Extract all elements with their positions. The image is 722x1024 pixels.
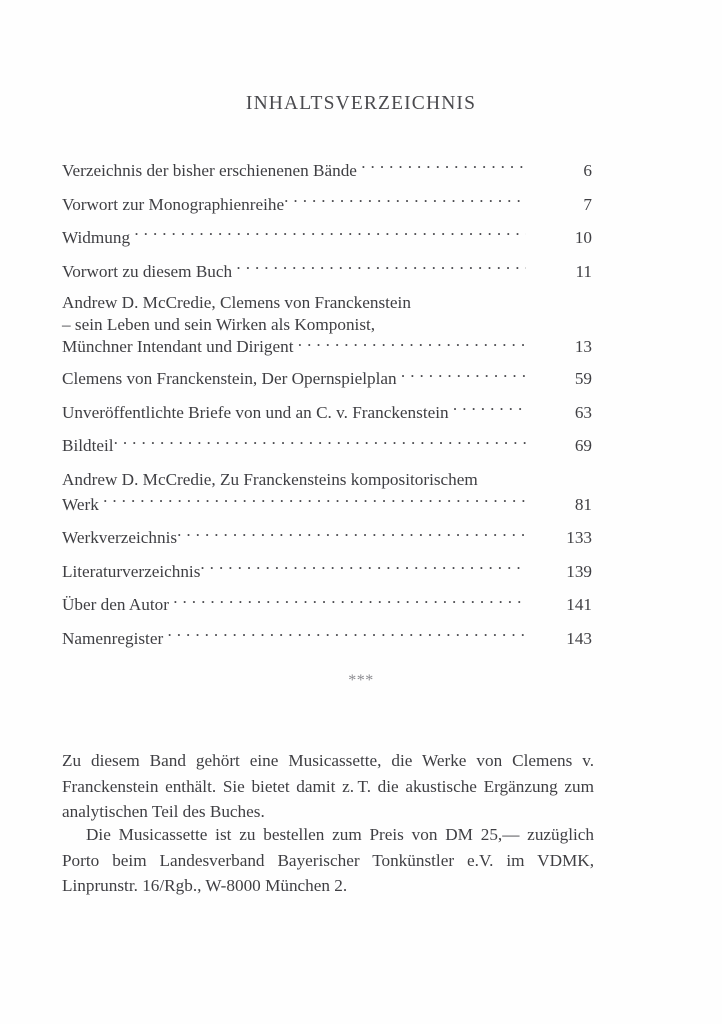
toc-entry-label: Andrew D. McCredie, Clemens von Franckenstein: [62, 293, 411, 312]
toc-entry-label: – sein Leben und sein Wirken als Komponist,: [62, 314, 376, 334]
toc-entry-last-line: [62, 592, 592, 617]
toc-entry-last-line: [62, 225, 592, 250]
toc-dot-leader: [453, 401, 526, 418]
toc-page-number: 63: [574, 402, 592, 422]
toc-entry[interactable]: [62, 400, 592, 425]
toc-entry[interactable]: [62, 626, 592, 651]
toc-entry-label: Vorwort zur Monographienreihe: [62, 194, 285, 214]
note-paragraph-2: [62, 822, 594, 899]
toc-page-number: 13: [574, 337, 592, 357]
toc-entry-label: Vorwort zu diesem Buch: [62, 261, 233, 281]
toc-dot-leader: [236, 259, 526, 276]
toc-page-number: 11: [575, 261, 592, 281]
toc-entry-label: Literaturverzeichnis: [62, 561, 201, 581]
toc-entry-last-line: [62, 433, 592, 458]
toc-entry-last-line: [62, 192, 592, 217]
toc-entry-label: Werk: [62, 494, 99, 514]
toc-entry[interactable]: [62, 259, 592, 284]
toc-entry-last-line: [62, 259, 592, 284]
toc-entry[interactable]: [62, 192, 592, 217]
toc-dot-leader: [298, 335, 526, 352]
table-of-contents: [62, 158, 592, 659]
toc-dot-leader: [103, 493, 526, 510]
toc-entry-label: Unveröffentlichte Briefe von und an C. v. Franckenstein: [62, 402, 449, 422]
toc-entry[interactable]: [62, 592, 592, 617]
toc-entry[interactable]: [62, 225, 592, 250]
note-paragraph-1: [62, 748, 594, 825]
toc-entry[interactable]: [62, 559, 592, 584]
toc-entry-last-line: [62, 492, 592, 517]
toc-page-number: 133: [566, 528, 592, 548]
toc-entry-label: Clemens von Franckenstein, Der Opernspielplan: [62, 369, 397, 389]
toc-entry-label: Bildteil: [62, 436, 114, 456]
toc-dot-leader: [200, 560, 526, 577]
toc-dot-leader: [284, 192, 526, 209]
toc-entry-label: Münchner Intendant und Dirigent: [62, 337, 294, 357]
toc-entry-last-line: [62, 626, 592, 651]
toc-dot-leader: [114, 434, 526, 451]
note-text-1: Zu diesem Band gehört eine Musicassette, die Werke von Clemens v. Franckenstein enthält. Sie bietet damit z. T. die akustische Ergänzung zum analytischen Teil des Buches.: [62, 751, 594, 821]
toc-entry-last-line: [62, 559, 592, 584]
toc-dot-leader: [361, 159, 526, 176]
toc-page-number: 81: [574, 494, 592, 514]
toc-entry-label: Namenregister: [62, 628, 164, 648]
toc-entry-line: [62, 314, 592, 336]
toc-entry-last-line: [62, 158, 592, 183]
toc-dot-leader: [401, 367, 526, 384]
toc-dot-leader: [167, 627, 526, 644]
toc-entry-label: Andrew D. McCredie, Zu Franckensteins kompositorischem: [62, 469, 478, 489]
toc-entry-label: Widmung: [62, 228, 131, 247]
toc-dot-leader: [177, 526, 526, 543]
toc-page-number: 6: [583, 161, 592, 180]
toc-entry-line: [62, 467, 592, 492]
toc-entry-line: [62, 292, 592, 314]
toc-page-number: 59: [574, 369, 592, 389]
toc-entry[interactable]: [62, 467, 592, 517]
toc-dot-leader: [134, 226, 526, 243]
toc-entry-label: Verzeichnis der bisher erschienenen Bände: [62, 161, 357, 180]
toc-entry-label: Werkverzeichnis: [62, 528, 178, 548]
toc-page-number: 139: [566, 561, 592, 581]
toc-entry[interactable]: [62, 433, 592, 458]
toc-entry-last-line: [62, 525, 592, 550]
toc-entry[interactable]: [62, 292, 592, 358]
note-text-2: Die Musicassette ist zu bestellen zum Preis von DM 25,— zuzüglich Porto beim Landesverband Bayerischer Tonkünstler e.V. im VDMK, Linprunstr. 16/Rgb., W-8000 München 2.: [62, 825, 594, 895]
toc-entry-label: Über den Autor: [62, 595, 169, 615]
toc-entry-last-line: [62, 400, 592, 425]
toc-page-number: 10: [574, 228, 592, 247]
toc-entry[interactable]: [62, 366, 592, 391]
toc-entry[interactable]: [62, 525, 592, 550]
toc-entry-last-line: [62, 366, 592, 391]
toc-page-number: 7: [583, 194, 592, 214]
toc-page-number: 141: [566, 595, 592, 615]
toc-page-number: 143: [566, 628, 592, 648]
toc-entry-last-line: [62, 335, 592, 358]
toc-dot-leader: [173, 593, 526, 610]
toc-page-number: 69: [574, 436, 592, 456]
section-divider: ***: [348, 672, 374, 689]
page-title: INHALTSVERZEICHNIS: [245, 93, 477, 114]
toc-entry[interactable]: [62, 158, 592, 183]
